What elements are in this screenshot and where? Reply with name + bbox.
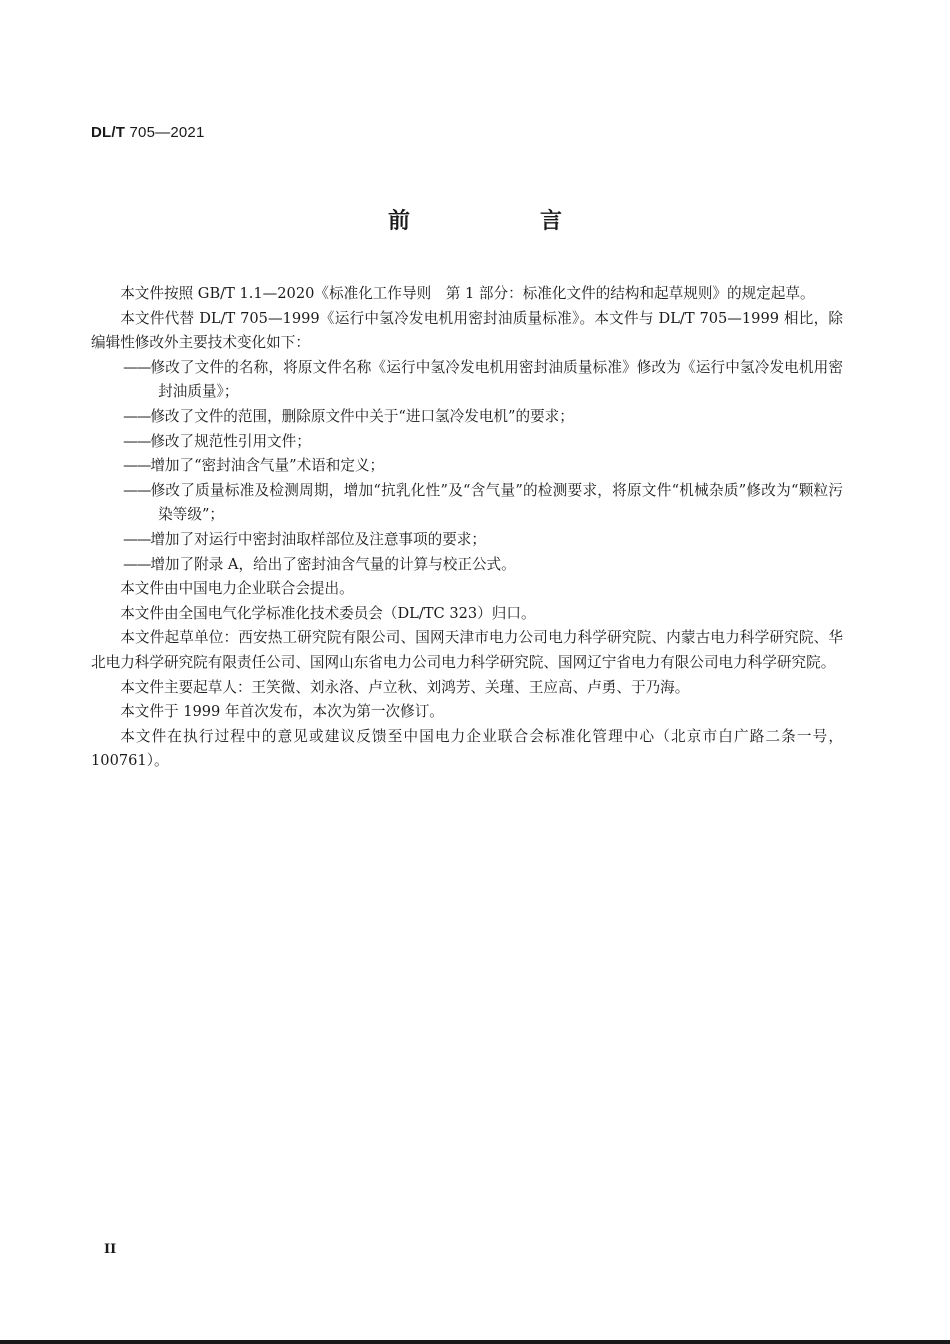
dash-marker: —— [123,432,151,450]
paragraph-proposer: 本文件由中国电力企业联合会提出。 [120,580,354,598]
change-text: 修改了规范性引用文件； [150,432,311,450]
paragraph-drafters: 本文件主要起草人：王笑微、刘永洛、卢立秋、刘鸿芳、关瑾、王应高、卢勇、于乃海。 [120,678,690,696]
foreword-body [91,282,843,774]
change-item [91,454,843,479]
document-code-prefix: DL/T [91,124,126,141]
paragraph-drafting-rules: 本文件按照 GB/T 1.1—2020《标准化工作导则 第 1 部分：标准化文件的结构和起草规则》的规定起草。 [120,285,815,302]
page-number: II [104,1242,117,1257]
change-item [91,405,843,430]
document-code-number: 705—2021 [129,124,205,141]
change-item [91,528,843,553]
paragraph-drafting-units: 本文件起草单位：西安热工研究院有限公司、国网天津市电力公司电力科学研究院、内蒙古电力科学研究院、华北电力科学研究院有限责任公司、国网山东省电力公司电力科学研究院、国网辽宁省电力有限公司电力科学研究院。 [91,629,843,671]
paragraph-feedback: 本文件在执行过程中的意见或建议反馈至中国电力企业联合会标准化管理中心（北京市白广路二条一号，100761）。 [91,727,843,770]
paragraph-committee: 本文件由全国电气化学标准化技术委员会（DL/TC 323）归口。 [120,604,536,622]
change-text: 增加了对运行中密封油取样部位及注意事项的要求； [150,530,486,548]
change-item [91,430,843,455]
paragraph-replacement: 本文件代替 DL/T 705—1999《运行中氢冷发电机用密封油质量标准》。本文件与 DL/T 705—1999 相比，除编辑性修改外主要技术变化如下： [91,309,843,352]
dash-marker: —— [123,481,151,499]
document-code [91,124,205,141]
dash-marker: —— [123,530,151,548]
dash-marker: —— [123,358,151,376]
change-text: 修改了文件的名称，将原文件名称《运行中氢冷发电机用密封油质量标准》修改为《运行中氢冷发电机用密封油质量》； [150,358,843,401]
page-bottom-edge [0,1340,950,1344]
change-text: 增加了附录 A，给出了密封油含气量的计算与校正公式。 [150,555,516,573]
dash-marker: —— [123,407,151,425]
change-item [91,553,843,578]
change-item [91,479,843,528]
dash-marker: —— [123,457,151,475]
change-text: 修改了文件的范围，删除原文件中关于“进口氢冷发电机”的要求； [150,407,574,425]
section-title: 前 言 [387,209,616,234]
change-text: 修改了质量标准及检测周期，增加“抗乳化性”及“含气量”的检测要求，将原文件“机械杂质”修改为“颗粒污染等级”； [150,481,843,524]
dash-marker: —— [123,555,151,573]
paragraph-history: 本文件于 1999 年首次发布，本次为第一次修订。 [120,703,444,721]
change-item [91,356,843,405]
change-text: 增加了“密封油含气量”术语和定义； [150,457,385,475]
